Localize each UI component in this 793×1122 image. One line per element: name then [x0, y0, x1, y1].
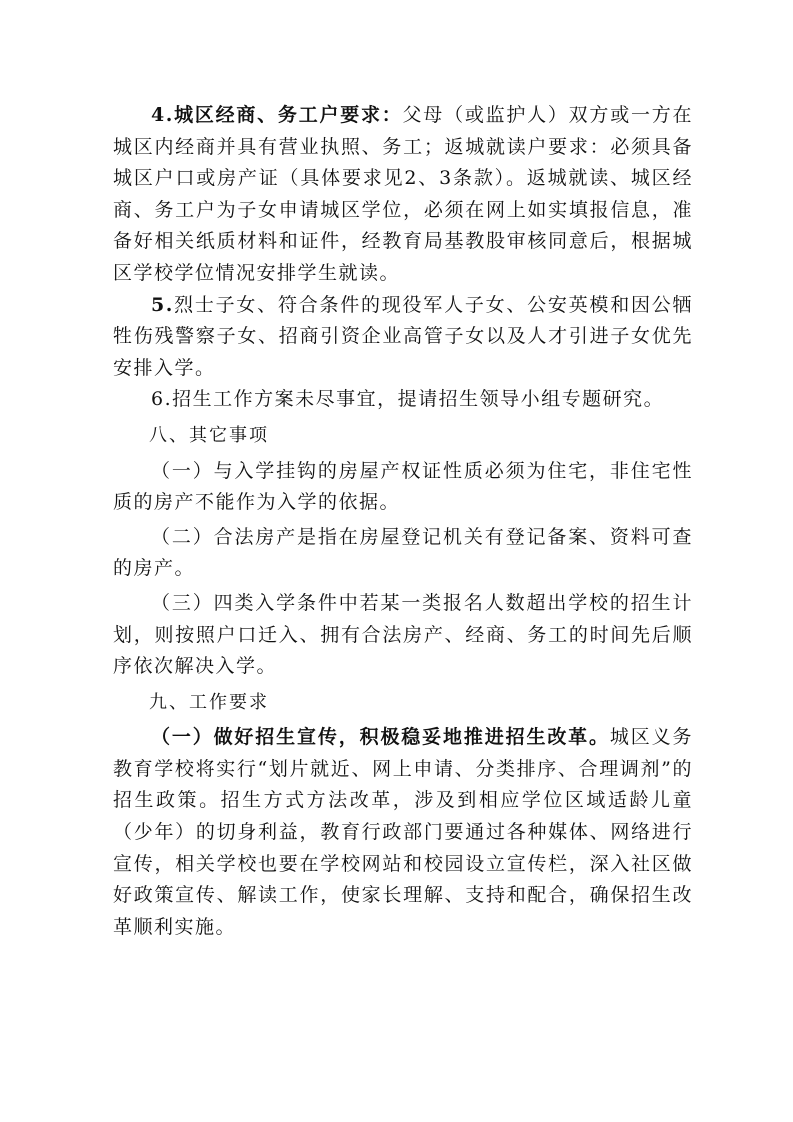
section-8-item-3: （三）四类入学条件中若某一类报名人数超出学校的招生计划，则按照户口迁入、拥有合法房产、经商、务工的时间先后顺序依次解决入学。 [113, 591, 693, 678]
section-8-item-2: （二）合法房产是指在房屋登记机关有登记备案、资料可查的房产。 [113, 525, 693, 580]
section-9-item-1-lead: （一）做好招生宣传，积极稳妥地推进招生改革。 [151, 726, 610, 749]
section-9-item-1-paragraph [113, 722, 693, 943]
section-8-item-1: （一）与入学挂钩的房屋产权证性质必须为住宅，非住宅性质的房产不能作为入学的依据。 [113, 459, 693, 514]
item-4-paragraph [113, 100, 693, 290]
document-body [113, 100, 693, 943]
item-5-paragraph [113, 290, 693, 385]
item-6-paragraph: 6.招生工作方案未尽事宜，提请招生领导小组专题研究。 [151, 388, 665, 411]
item-4-lead: 4.城区经商、务工户要求： [151, 104, 403, 126]
item-5-body: 烈士子女、符合条件的现役军人子女、公安英模和因公牺牲伤残警察子女、招商引资企业高管子女以及人才引进子女优先安排入学。 [113, 293, 693, 379]
item-4-body: 父母（或监护人）双方或一方在城区内经商并具有营业执照、务工；返城就读户要求：必须具备城区户口或房产证（具体要求见2、3条款）。返城就读、城区经商、务工户为子女申请城区学位，必须在网上如实填报信息，准备好相关纸质材料和证件，经教育局基教股审核同意后，根据城区学校学位情况安排学生就读。 [113, 104, 693, 284]
section-8-heading: 八、其它事项 [149, 424, 269, 446]
section-9-heading: 九、工作要求 [149, 691, 269, 713]
item-5-lead: 5. [151, 293, 174, 316]
section-9-item-1-body: 城区义务教育学校将实行“划片就近、网上申请、分类排序、合理调剂”的招生政策。招生方式方法改革，涉及到相应学位区域适龄儿童（少年）的切身利益，教育行政部门要通过各种媒体、网络进行宣传，相关学校也要在学校网站和校园设立宣传栏，深入社区做好政策宣传、解读工作，使家长理解、支持和配合，确保招生改革顺利实施。 [113, 726, 693, 938]
